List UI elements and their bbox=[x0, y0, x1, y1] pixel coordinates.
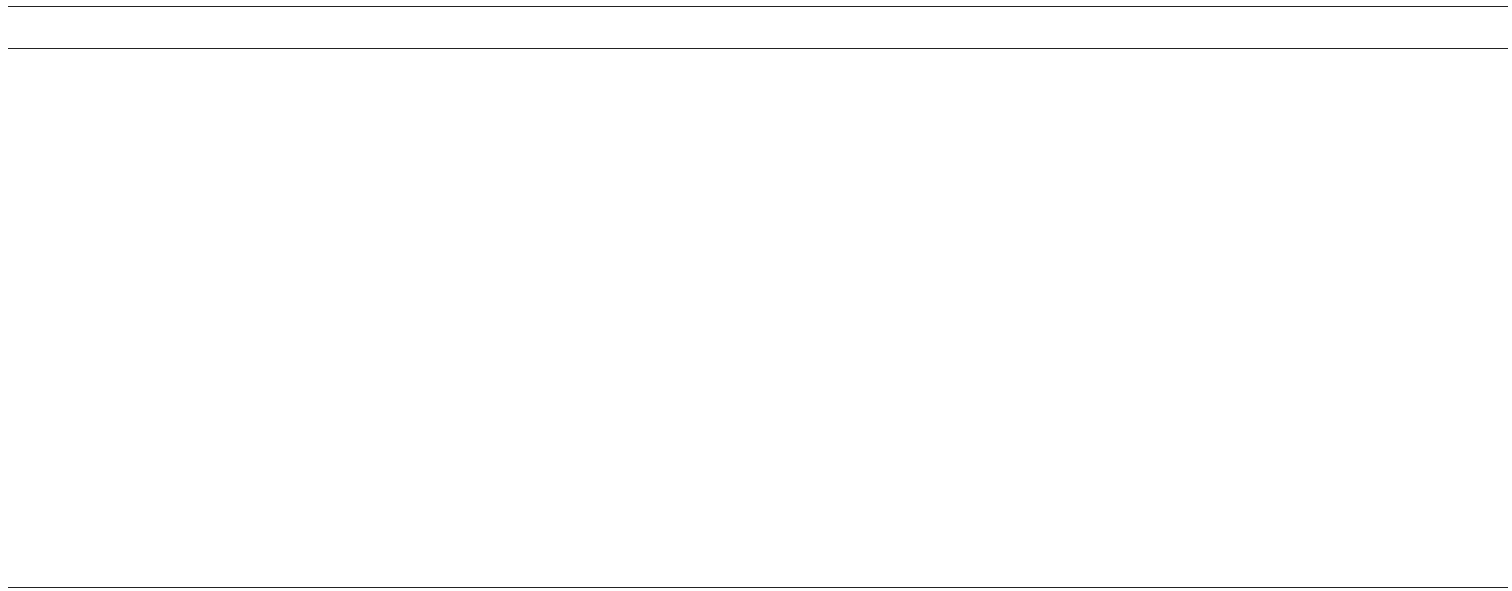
table-bottom-rule bbox=[8, 587, 1508, 588]
table-top-rule bbox=[8, 6, 1508, 7]
table-header-rule bbox=[8, 48, 1508, 49]
